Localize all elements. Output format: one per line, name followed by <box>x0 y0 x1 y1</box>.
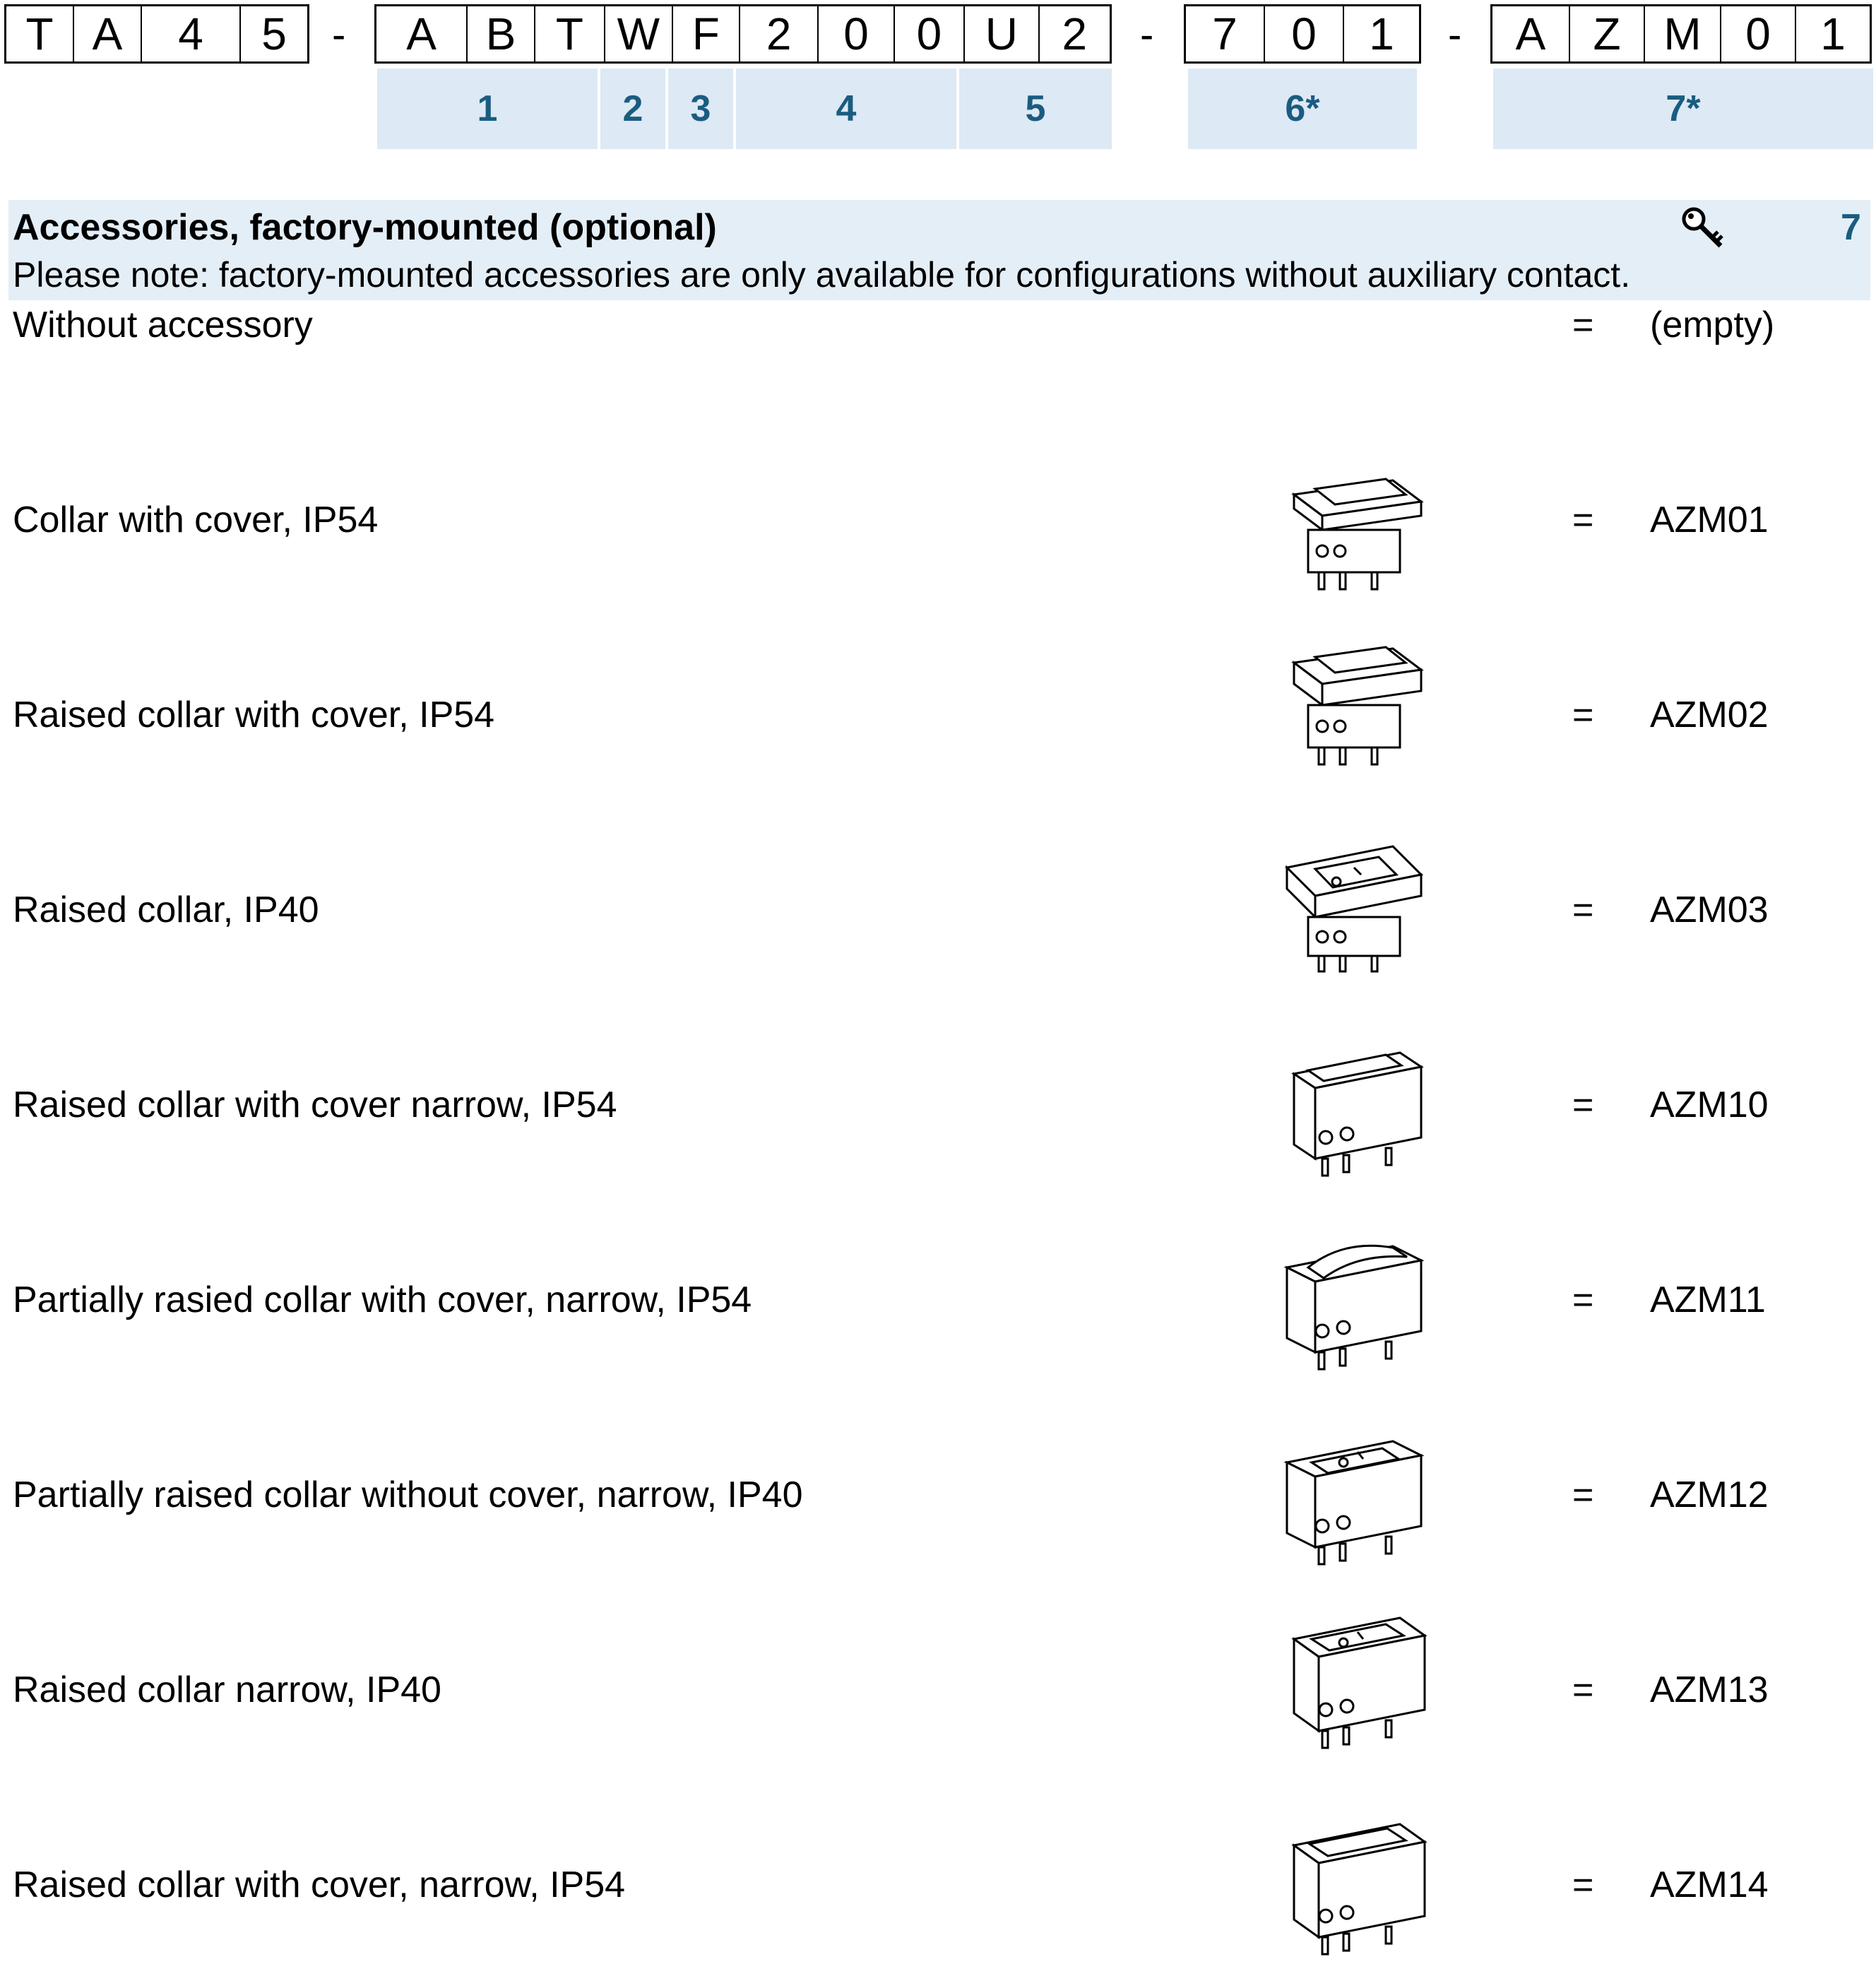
code-char: 0 <box>1265 6 1344 61</box>
option-equals: = <box>1572 1279 1594 1320</box>
option-code: AZM11 <box>1650 1279 1766 1320</box>
code-char: 2 <box>740 6 819 61</box>
switch-raised-collar-narrow-icon <box>1280 1604 1435 1752</box>
switch-collar-cover-icon <box>1280 445 1435 593</box>
segment-label: 7* <box>1493 69 1873 149</box>
segment-label: 2 <box>600 69 665 149</box>
segment-label: 1 <box>377 69 598 149</box>
code-char: A <box>74 6 142 61</box>
option-label: Without accessory <box>13 304 313 345</box>
code-char: A <box>376 6 468 61</box>
option-equals: = <box>1572 889 1594 930</box>
option-equals: = <box>1572 499 1594 540</box>
option-equals: = <box>1572 304 1594 345</box>
section-number: 7 <box>1841 207 1861 248</box>
option-label: Raised collar with cover narrow, IP54 <box>13 1084 617 1125</box>
code-char: 1 <box>1369 8 1394 59</box>
switch-partially-raised-collar-icon <box>1280 1420 1435 1568</box>
code-group-2 <box>374 4 1112 64</box>
code-separator: - <box>1448 12 1462 58</box>
option-label: Partially rasied collar with cover, narrow, IP54 <box>13 1279 752 1320</box>
code-char: 7 <box>1186 6 1265 61</box>
code-char: M <box>1645 6 1721 61</box>
option-code: (empty) <box>1650 304 1775 345</box>
code-char: A <box>1492 6 1570 61</box>
option-label: Raised collar with cover, IP54 <box>13 694 495 735</box>
option-code: AZM13 <box>1650 1669 1769 1710</box>
option-code: AZM14 <box>1650 1864 1769 1905</box>
code-char: B <box>468 6 535 61</box>
option-code: AZM03 <box>1650 889 1769 930</box>
switch-raised-collar-cover-narrow-icon <box>1280 1031 1435 1180</box>
section-title: Accessories, factory-mounted (optional) <box>13 207 717 248</box>
option-label: Raised collar, IP40 <box>13 889 319 930</box>
switch-raised-collar-icon <box>1280 825 1435 974</box>
section-note: Please note: factory-mounted accessories are only available for configurations without auxiliary contact. <box>13 255 1631 295</box>
code-separator: - <box>1140 12 1154 58</box>
code-group-1 <box>4 4 309 64</box>
code-char: 4 <box>142 6 241 61</box>
code-char: 2 <box>1062 8 1088 59</box>
option-label: Partially raised collar without cover, narrow, IP40 <box>13 1474 803 1515</box>
code-char: U <box>965 6 1039 61</box>
code-char: 0 <box>1721 6 1796 61</box>
option-code: AZM12 <box>1650 1474 1769 1515</box>
option-equals: = <box>1572 1669 1594 1710</box>
option-equals: = <box>1572 1084 1594 1125</box>
code-char: 5 <box>261 8 287 59</box>
key-icon <box>1680 205 1725 250</box>
segment-label: 4 <box>736 69 956 149</box>
option-equals: = <box>1572 694 1594 735</box>
option-label: Collar with cover, IP54 <box>13 499 379 540</box>
code-separator: - <box>332 12 346 58</box>
switch-raised-collar-cover-narrow-2-icon <box>1280 1810 1435 1958</box>
segment-label: 5 <box>959 69 1112 149</box>
code-group-4 <box>1490 4 1872 64</box>
code-group-3 <box>1184 4 1421 64</box>
code-char: 0 <box>895 6 965 61</box>
code-char: Z <box>1570 6 1645 61</box>
option-equals: = <box>1572 1474 1594 1515</box>
option-code: AZM10 <box>1650 1084 1769 1125</box>
option-code: AZM01 <box>1650 499 1769 540</box>
switch-raised-collar-cover-icon <box>1280 627 1435 776</box>
code-char: W <box>605 6 672 61</box>
option-code: AZM02 <box>1650 694 1769 735</box>
option-label: Raised collar with cover, narrow, IP54 <box>13 1864 626 1905</box>
option-label: Raised collar narrow, IP40 <box>13 1669 441 1710</box>
code-char: T <box>535 6 605 61</box>
code-char: 0 <box>819 6 894 61</box>
option-equals: = <box>1572 1864 1594 1905</box>
code-char: T <box>6 6 74 61</box>
switch-partially-raised-collar-cover-icon <box>1280 1225 1435 1373</box>
code-char: F <box>673 6 740 61</box>
segment-label: 3 <box>668 69 733 149</box>
segment-label: 6* <box>1188 69 1417 149</box>
code-char: 1 <box>1820 8 1846 59</box>
